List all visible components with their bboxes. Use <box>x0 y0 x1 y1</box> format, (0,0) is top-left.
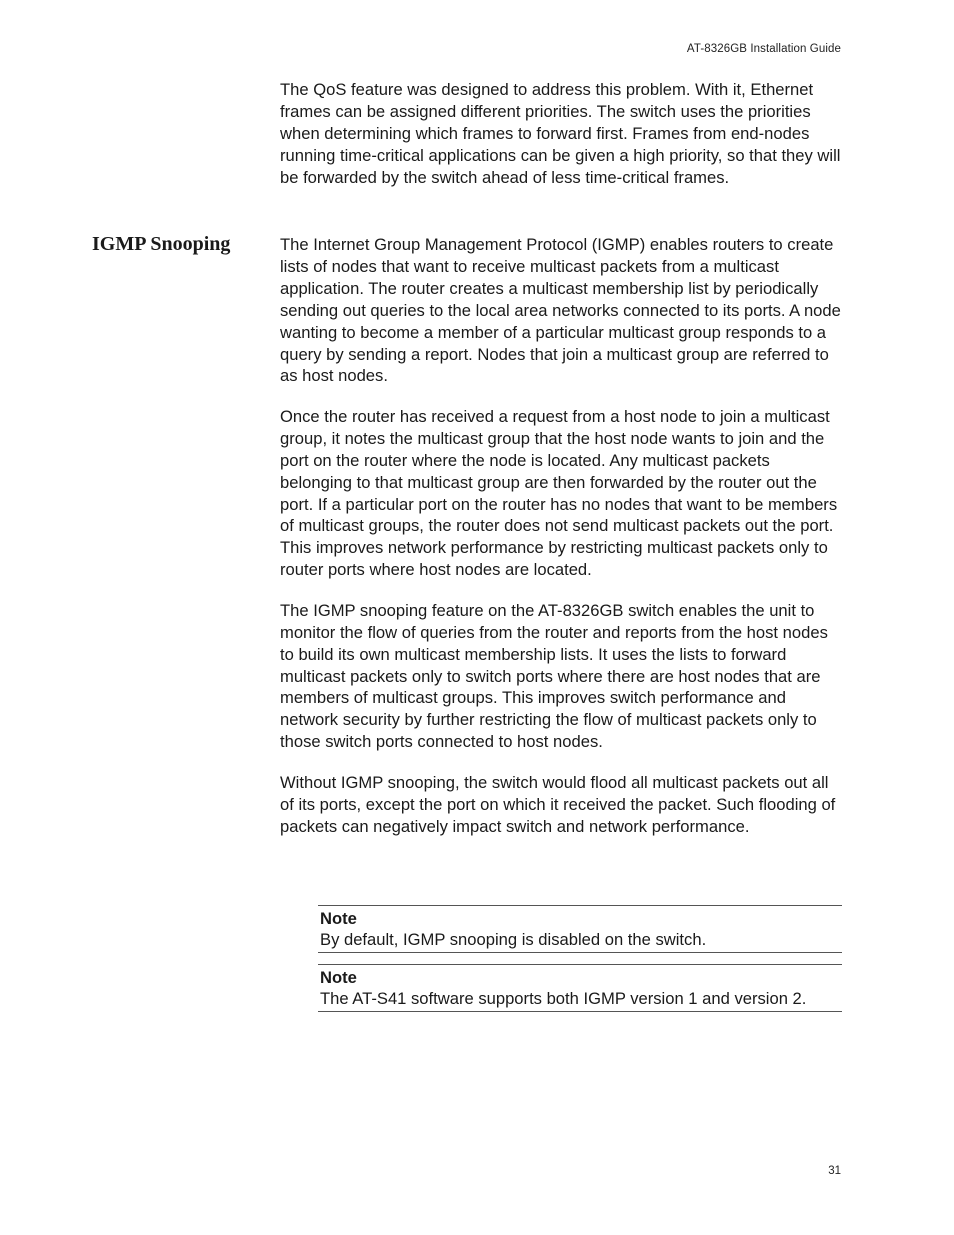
section-body <box>280 234 842 837</box>
body-paragraph: Once the router has received a request from a host node to join a multicast group, it notes the multicast group that the host node wants to join and the port on the router where the node is located. Any multicast packets belonging to that multicast group are then forwarded by the router out the port. If a particular port on the router has no nodes that want to be members of multicast groups, the router does not send multicast packets out the port. This improves network performance by restricting multicast packets only to router ports where host nodes are located. <box>280 406 838 580</box>
body-paragraph: The IGMP snooping feature on the AT-8326GB switch enables the unit to monitor the flow of queries from the router and reports from the host nodes to build its own multicast membership lists. It uses the lists to forward multicast packets only to switch ports where there are host nodes that are members of multicast groups. This improves switch performance and network security by further restricting the flow of multicast packets only to those switch ports connected to host nodes. <box>280 600 828 752</box>
body-paragraph: The Internet Group Management Protocol (IGMP) enables routers to create lists of nodes that want to receive multicast packets from a multicast application. The router creates a multicast membership list by periodically sending out queries to the local area networks connected to its ports. A node wanting to become a member of a particular multicast group responds to a query by sending a report. Nodes that join a multicast group are referred to as host nodes. <box>280 235 841 386</box>
section-heading: IGMP Snooping <box>92 233 231 255</box>
note-box <box>318 905 842 953</box>
page-number: 31 <box>828 1165 841 1177</box>
note-text: By default, IGMP snooping is disabled on the switch. <box>320 930 707 949</box>
note-box <box>318 964 842 1012</box>
note-title: Note <box>320 909 357 928</box>
note-text: The AT-S41 software supports both IGMP version 1 and version 2. <box>320 989 807 1008</box>
note-title: Note <box>320 968 357 987</box>
running-header: AT-8326GB Installation Guide <box>686 43 841 55</box>
body-paragraph: Without IGMP snooping, the switch would flood all multicast packets out all of its ports, except the port on which it received the packet. Such flooding of packets can negatively impact switch and network performance. <box>280 772 836 836</box>
intro-block <box>280 79 842 189</box>
intro-paragraph: The QoS feature was designed to address this problem. With it, Ethernet frames can be assigned different priorities. The switch uses the priorities when determining which frames to forward first. Frames from end-nodes running time-critical applications can be given a high priority, so that they will be forwarded by the switch ahead of less time-critical frames. <box>280 80 841 187</box>
